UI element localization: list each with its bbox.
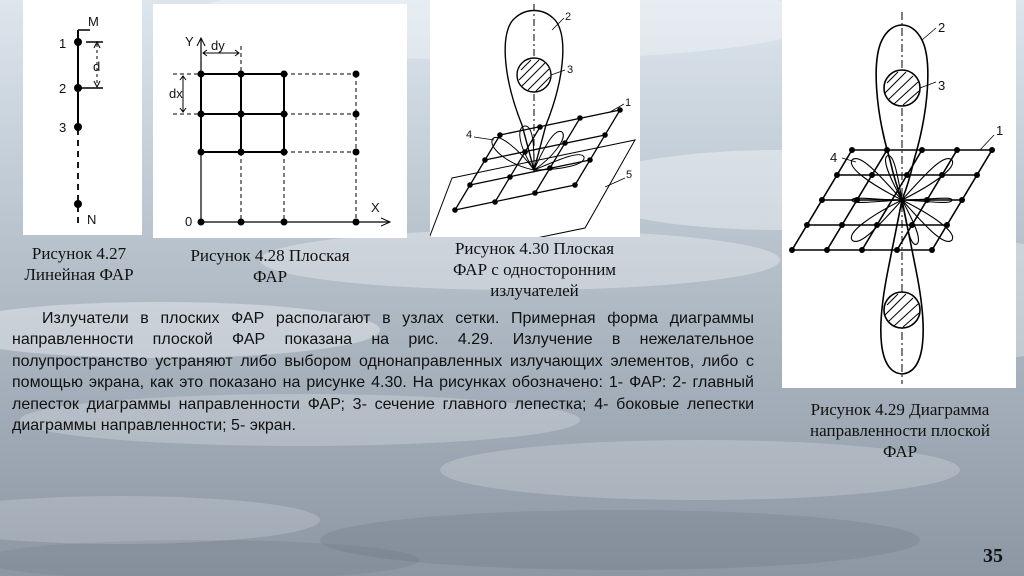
label-lobe-section: 3 (567, 64, 574, 76)
label-n: N (87, 212, 97, 227)
caption-figure-4-27 (4, 243, 154, 285)
planar-array-diagram (153, 4, 407, 238)
label-main-lobe: 2 (565, 11, 572, 23)
caption-line: Рисунок 4.28 Плоская (190, 246, 350, 265)
label-origin: 0 (185, 214, 193, 229)
caption-line: направленности плоской (810, 421, 990, 440)
caption-figure-4-30 (417, 238, 652, 301)
caption-line: Рисунок 4.30 Плоская (454, 239, 615, 258)
label-array: 1 (625, 97, 632, 109)
label-x-axis: X (371, 200, 380, 215)
figure-4-29-panel (782, 0, 1016, 388)
label-element-2: 2 (59, 81, 67, 96)
caption-line: Линейная ФАР (24, 265, 134, 284)
label-array: 1 (996, 123, 1004, 138)
label-element-1: 1 (59, 36, 67, 51)
caption-line: ФАР с односторонним (452, 260, 617, 279)
page-number: 35 (983, 545, 1003, 567)
label-dx: dx (169, 86, 183, 101)
body-paragraph: Излучатели в плоских ФАР располагают в узлах сетки. Примерная форма диаграммы направленности плоской ФАР показана на рис. 4.29. Излучение в нежелательное полупространство устраняют либо выбором однонаправленных излучающих элементов, либо с помощью экрана, как это показано на рисунке 4.30. На рисунках обозначено: 1- ФАР: 2- главный лепесток диаграммы направленности ФАР; 3- сечение главного лепестка; 4- боковые лепестки диаграммы направленности; 5- экран. (12, 310, 754, 435)
array-with-screen-diagram (430, 0, 640, 237)
caption-figure-4-28 (163, 245, 377, 287)
label-side-lobes: 4 (830, 150, 838, 165)
caption-line: Рисунок 4.29 Диаграмма (810, 400, 990, 419)
caption-line: ФАР (252, 267, 288, 286)
label-d: d (93, 59, 101, 74)
figure-4-28-panel (153, 4, 407, 238)
label-dy: dy (211, 38, 225, 53)
caption-figure-4-29 (776, 399, 1024, 462)
label-y-axis: Y (185, 34, 194, 49)
caption-line: излучателей (490, 281, 579, 300)
linear-array-diagram (23, 0, 142, 235)
label-m: M (88, 14, 99, 29)
label-screen: 5 (626, 169, 633, 181)
caption-line: ФАР (882, 442, 918, 461)
label-main-lobe: 2 (938, 20, 946, 35)
label-element-3: 3 (59, 120, 67, 135)
radiation-pattern-diagram (782, 0, 1016, 388)
caption-line: Рисунок 4.27 (31, 244, 127, 263)
figure-4-30-panel (430, 0, 640, 237)
label-lobe-section: 3 (938, 78, 946, 93)
label-side-lobes: 4 (466, 129, 473, 141)
figure-4-27-panel (23, 0, 142, 235)
